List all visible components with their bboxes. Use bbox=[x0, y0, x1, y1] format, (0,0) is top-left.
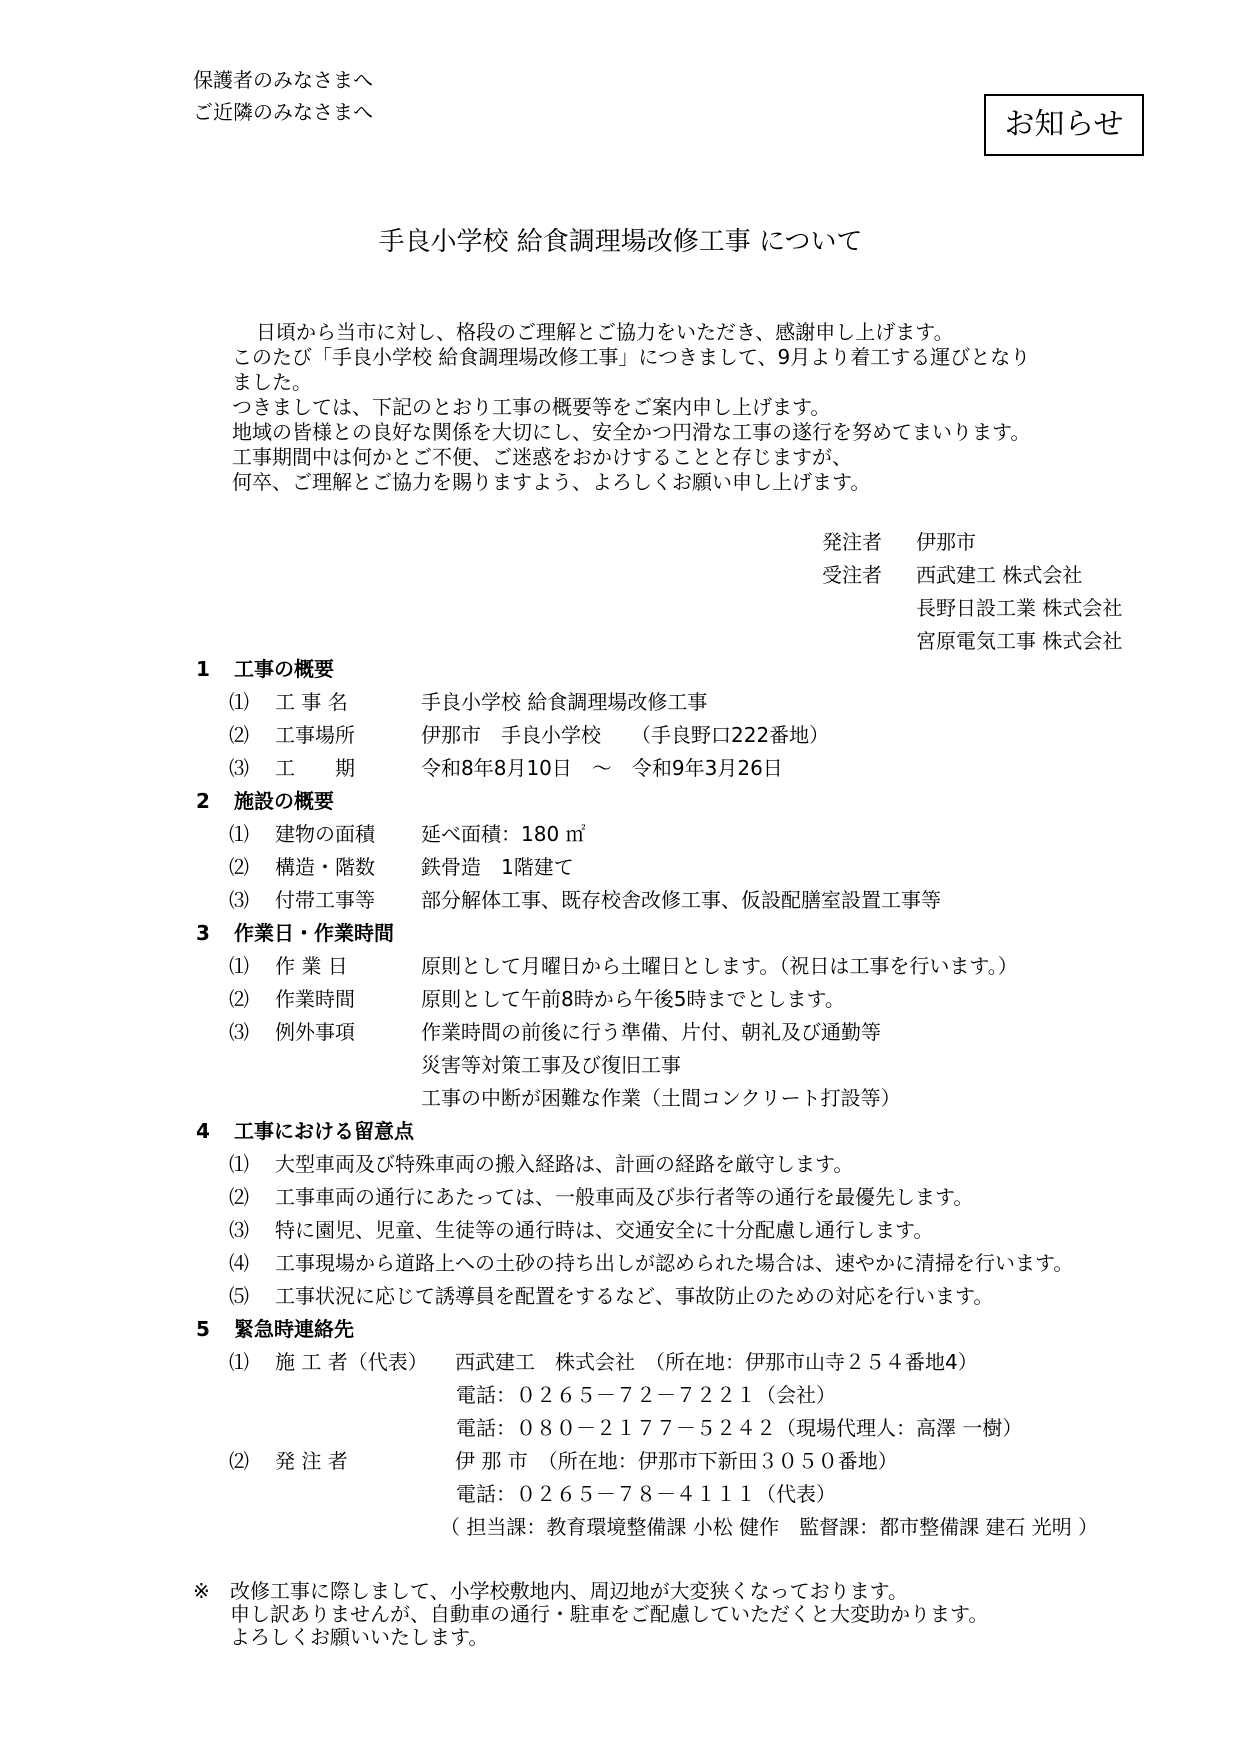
contractor-name: 西武建工 株式会社 bbox=[916, 563, 1083, 587]
section-4-item: ⑷ 工事現場から道路上への土砂の持ち出しが認められた場合は、速やかに清掃を行います。 bbox=[229, 1251, 1074, 1275]
orderer-label: 発注者 bbox=[822, 530, 882, 554]
document-title: 手良小学校 給食調理場改修工事 について bbox=[378, 227, 863, 257]
orderer-department-contact: （ 担当課：教育環境整備課 小松 健作 監督課：都市整備課 建石 光明 ） bbox=[440, 1515, 1099, 1539]
contractor-name: 長野日設工業 株式会社 bbox=[916, 596, 1123, 620]
section-4-item: ⑵ 工事車両の通行にあたっては、一般車両及び歩行者等の通行を最優先します。 bbox=[229, 1185, 974, 1209]
section-3-item: ⑵ 作業時間 原則として午前8時から午後5時までとします。 bbox=[229, 987, 845, 1011]
recipient-guardians: 保護者のみなさまへ bbox=[193, 68, 373, 92]
note-line: よろしくお願いいたします。 bbox=[230, 1625, 489, 1649]
section-1-item: ⑴ 工 事 名 手良小学校 給食調理場改修工事 bbox=[229, 690, 708, 714]
contractor-contact: ⑴ 施 工 者（代表） 西武建工 株式会社 （所在地：伊那市山寺２５４番地4） bbox=[229, 1350, 978, 1374]
intro-line: 日頃から当市に対し、格段のご理解とご協力をいただき、感謝申し上げます。 bbox=[256, 320, 954, 344]
section-3-heading: 3 作業日・作業時間 bbox=[196, 921, 394, 945]
intro-line: ました。 bbox=[232, 370, 312, 394]
section-3-extra-line: 工事の中断が困難な作業（土間コンクリート打設等） bbox=[421, 1086, 901, 1110]
contractor-phone: 電話：０２６５－７２－７２２１（会社） bbox=[456, 1383, 836, 1407]
section-3-item: ⑴ 作 業 日 原則として月曜日から土曜日とします。（祝日は工事を行います。） bbox=[229, 954, 1018, 978]
footnote bbox=[193, 1580, 988, 1649]
orderer-contact: ⑵ 発 注 者 伊 那 市 （所在地：伊那市下新田３０５０番地） bbox=[229, 1449, 898, 1473]
section-2-item: ⑵ 構造・階数 鉄骨造 1階建て bbox=[229, 855, 574, 879]
section-4-item: ⑴ 大型車両及び特殊車両の搬入経路は、計画の経路を厳守します。 bbox=[229, 1152, 854, 1176]
section-1-heading: 1 工事の概要 bbox=[196, 657, 334, 681]
recipient-neighbors: ご近隣のみなさまへ bbox=[193, 100, 373, 124]
section-4-item: ⑶ 特に園児、児童、生徒等の通行時は、交通安全に十分配慮し通行します。 bbox=[229, 1218, 934, 1242]
intro-line: 地域の皆様との良好な関係を大切にし、安全かつ円滑な工事の遂行を努めてまいります。 bbox=[232, 420, 1031, 444]
parties-block bbox=[822, 526, 1122, 658]
notice-box: お知らせ bbox=[984, 94, 1144, 156]
intro-line: 工事期間中は何かとご不便、ご迷惑をおかけすることと存じますが、 bbox=[232, 445, 852, 469]
section-4-item: ⑸ 工事状況に応じて誘導員を配置をするなど、事故防止のための対応を行います。 bbox=[229, 1284, 994, 1308]
contractor-name: 宮原電気工事 株式会社 bbox=[916, 629, 1123, 653]
section-4-heading: 4 工事における留意点 bbox=[196, 1119, 414, 1143]
intro-paragraph bbox=[232, 320, 1030, 495]
contractor-label: 受注者 bbox=[822, 563, 882, 587]
note-mark: ※ bbox=[193, 1579, 210, 1603]
contractor-phone: 電話：０８０－２１７７－５２４２（現場代理人：高澤 一樹） bbox=[456, 1416, 1023, 1440]
section-5-heading: 5 緊急時連絡先 bbox=[196, 1317, 354, 1341]
orderer-name: 伊那市 bbox=[916, 530, 976, 554]
intro-line: 何卒、ご理解とご協力を賜りますよう、よろしくお願い申し上げます。 bbox=[232, 470, 871, 494]
section-2-item: ⑶ 付帯工事等 部分解体工事、既存校舎改修工事、仮設配膳室設置工事等 bbox=[229, 888, 941, 912]
note-line: 申し訳ありませんが、自動車の通行・駐車をご配慮していただくと大変助かります。 bbox=[230, 1602, 989, 1626]
intro-line: このたび「手良小学校 給食調理場改修工事」につきまして、9月より着工する運びとなり bbox=[232, 345, 1031, 369]
intro-line: つきましては、下記のとおり工事の概要等をご案内申し上げます。 bbox=[232, 395, 831, 419]
section-1-item: ⑶ 工 期 令和8年8月10日 ～ 令和9年3月26日 bbox=[229, 756, 783, 780]
section-2-item: ⑴ 建物の面積 延べ面積：180 ㎡ bbox=[229, 822, 586, 846]
note-line: 改修工事に際しまして、小学校敷地内、周辺地が大変狭くなっております。 bbox=[230, 1579, 908, 1603]
section-1-item: ⑵ 工事場所 伊那市 手良小学校 （手良野口222番地） bbox=[229, 723, 830, 747]
orderer-phone: 電話：０２６５－７８－４１１１（代表） bbox=[456, 1482, 836, 1506]
section-2-heading: 2 施設の概要 bbox=[196, 789, 334, 813]
section-3-item: ⑶ 例外事項 作業時間の前後に行う準備、片付、朝礼及び通勤等 bbox=[229, 1020, 881, 1044]
section-3-extra-line: 災害等対策工事及び復旧工事 bbox=[421, 1053, 681, 1077]
